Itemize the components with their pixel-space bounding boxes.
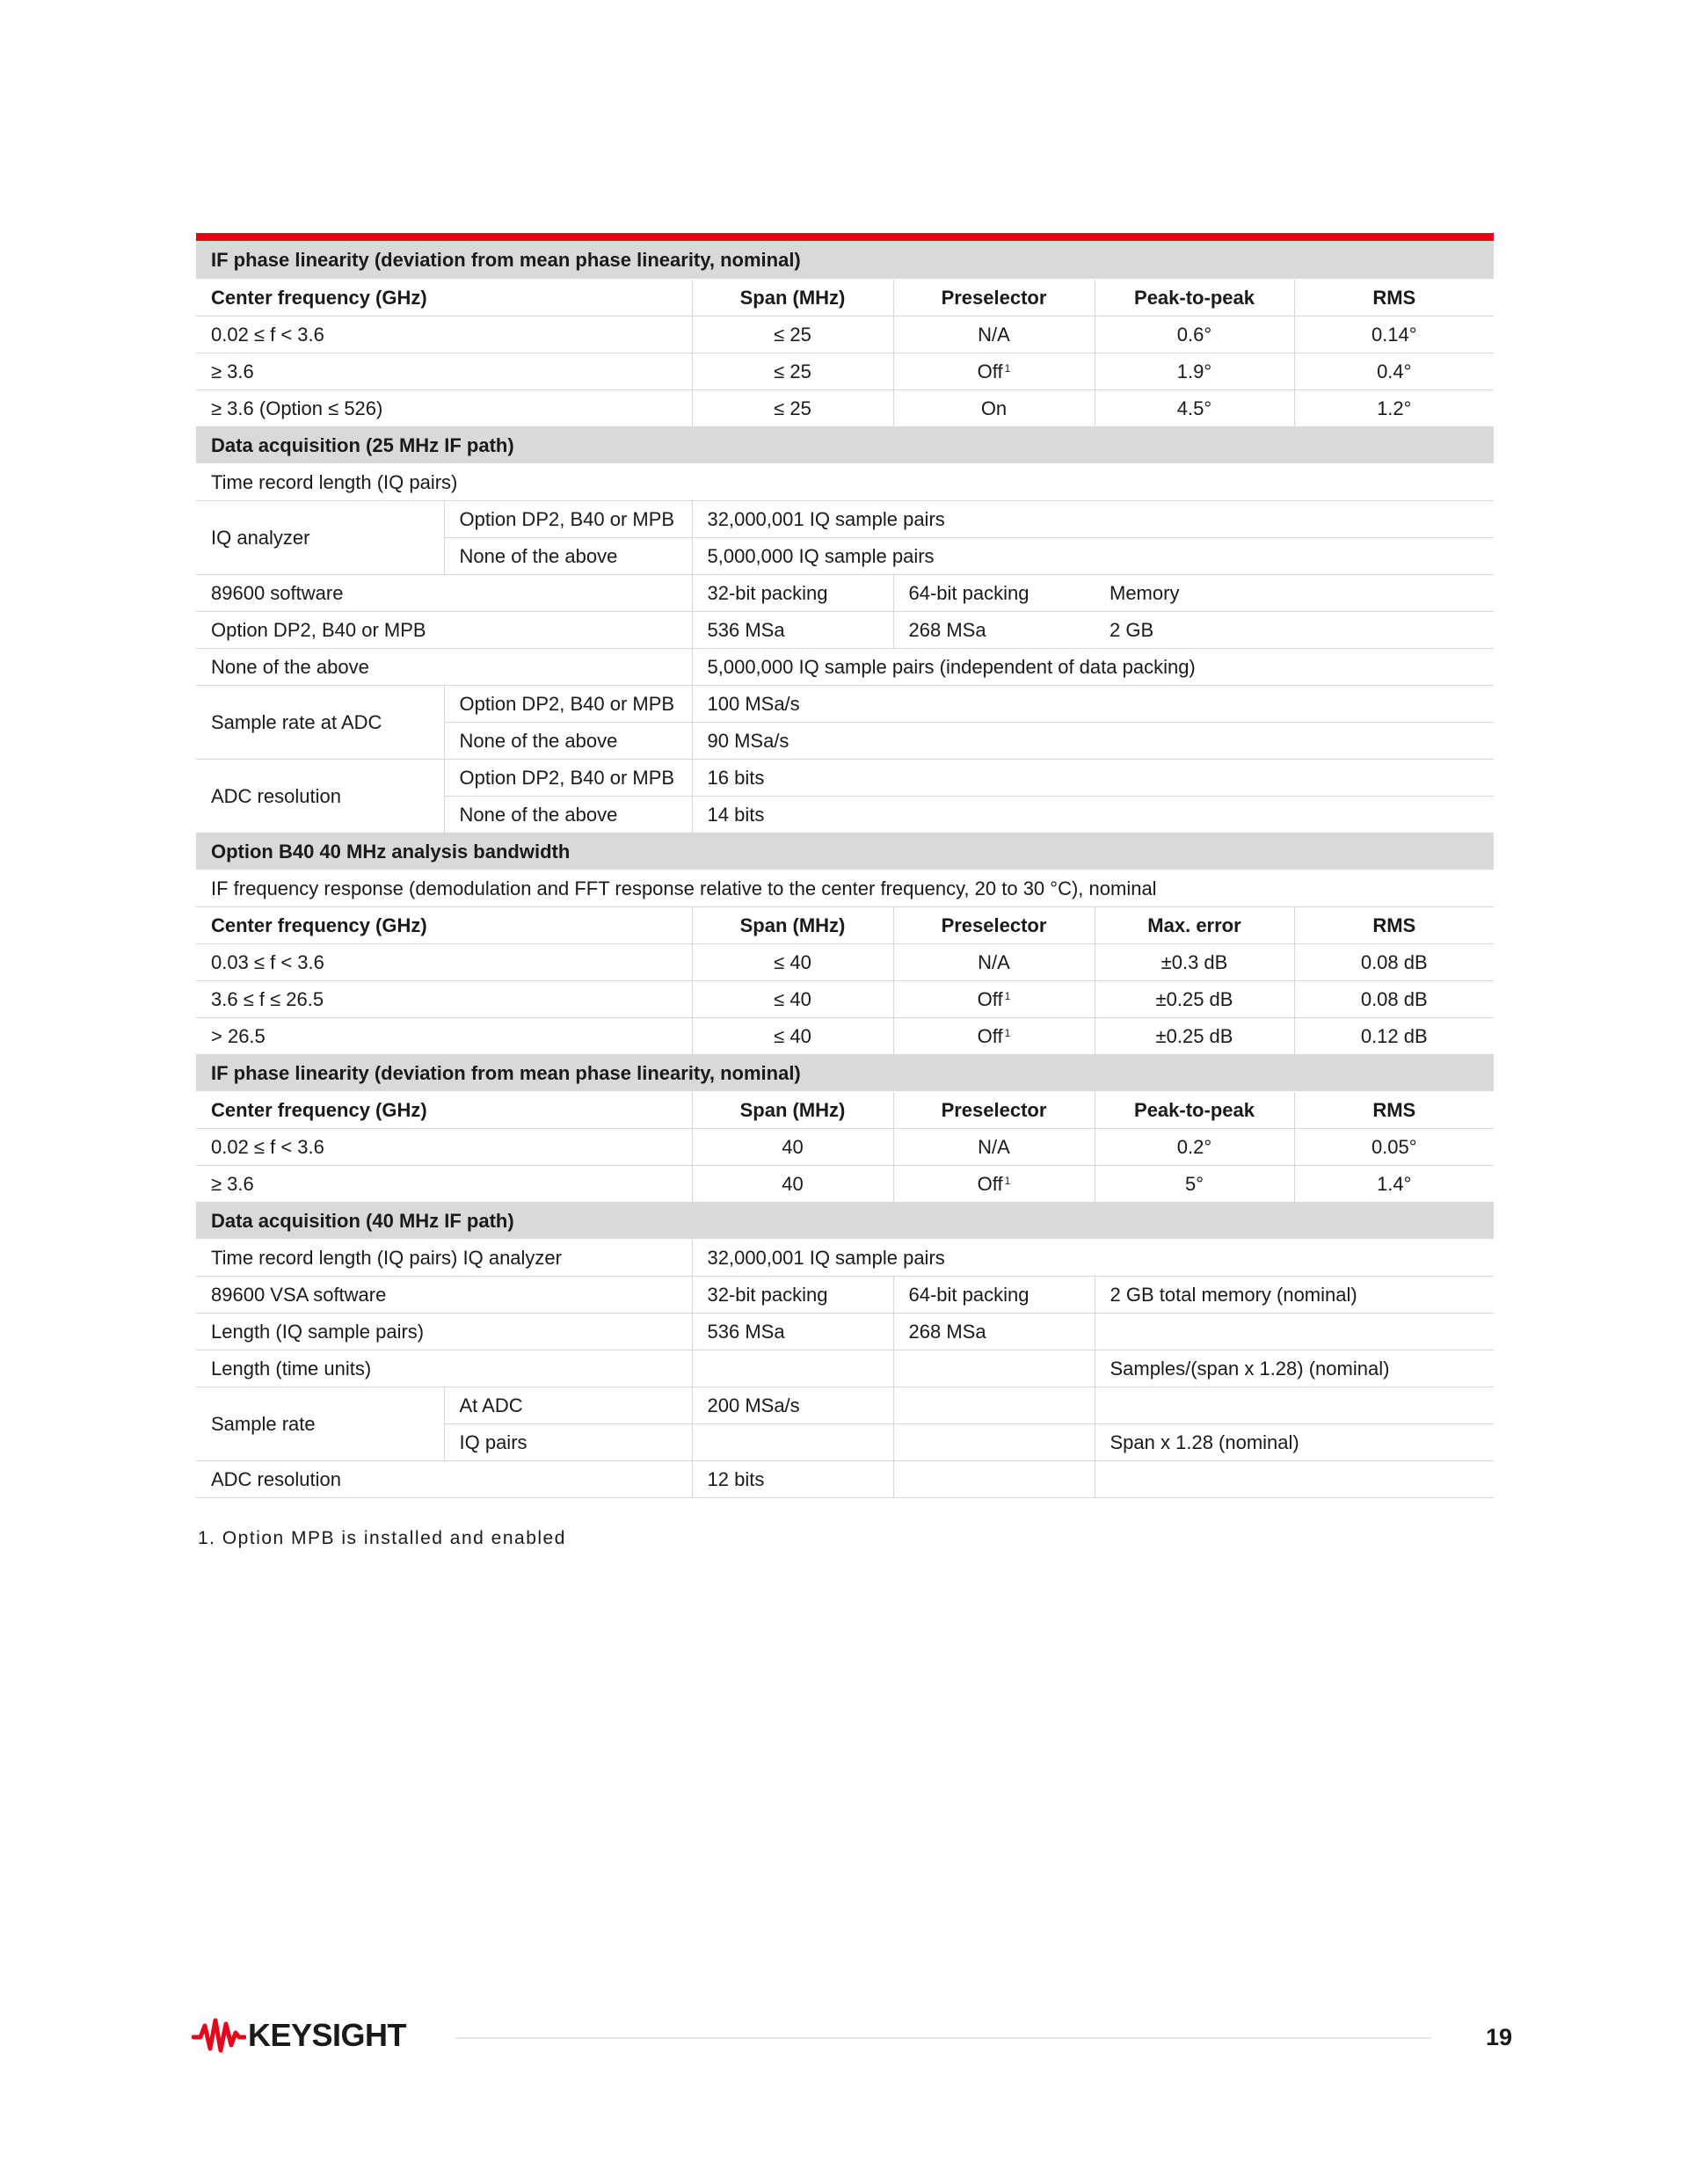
cell-rms: 1.4° xyxy=(1294,1166,1494,1203)
section-title: Data acquisition (25 MHz IF path) xyxy=(196,427,1494,464)
table-row xyxy=(196,353,1494,390)
cell-label: Sample rate at ADC xyxy=(196,686,444,760)
cell-option: At ADC xyxy=(444,1387,692,1424)
table-header-row xyxy=(196,280,1494,317)
cell-frequency: ≥ 3.6 (Option ≤ 526) xyxy=(196,390,692,427)
brand-wordmark: KEYSIGHT xyxy=(248,2017,407,2053)
cell-value: 12 bits xyxy=(692,1461,893,1498)
footer-divider xyxy=(455,2037,1431,2039)
page-number: 19 xyxy=(1485,2024,1512,2050)
cell-span: ≤ 40 xyxy=(692,1018,893,1055)
cell-peak: 5° xyxy=(1095,1166,1294,1203)
table-row xyxy=(196,1240,1494,1277)
cell-preselector: N/A xyxy=(893,1129,1095,1166)
top-accent-bar xyxy=(196,233,1494,241)
cell-rms: 0.12 dB xyxy=(1294,1018,1494,1055)
spec-table xyxy=(196,241,1494,1498)
col-span: Span (MHz) xyxy=(692,280,893,317)
table-row xyxy=(196,760,1494,797)
cell-label: Sample rate xyxy=(196,1387,444,1461)
preselector-value: Off xyxy=(977,1172,1003,1195)
table-row xyxy=(196,612,1494,649)
cell-span: 40 xyxy=(692,1166,893,1203)
cell-value: 100 MSa/s xyxy=(692,686,1494,723)
table-row xyxy=(196,317,1494,353)
col-span: Span (MHz) xyxy=(692,1092,893,1129)
cell-value: 5,000,000 IQ sample pairs xyxy=(692,538,1494,575)
cell-span: ≤ 25 xyxy=(692,353,893,390)
cell-value: 5,000,000 IQ sample pairs (independent of data packing) xyxy=(692,649,1494,686)
cell-label: ADC resolution xyxy=(196,1461,692,1498)
cell-value: 536 MSa xyxy=(692,612,893,649)
cell-empty xyxy=(893,1461,1095,1498)
cell-value: Memory xyxy=(1095,575,1494,612)
col-rms: RMS xyxy=(1294,1092,1494,1129)
cell-frequency: 0.03 ≤ f < 3.6 xyxy=(196,944,692,981)
cell-option: None of the above xyxy=(444,538,692,575)
col-span: Span (MHz) xyxy=(692,907,893,944)
cell-frequency: 0.02 ≤ f < 3.6 xyxy=(196,317,692,353)
keysight-wave-icon xyxy=(192,2013,246,2057)
table-row xyxy=(196,390,1494,427)
section-data-acq-40 xyxy=(196,1203,1494,1240)
cell-rms: 0.08 dB xyxy=(1294,981,1494,1018)
cell-value: 32-bit packing xyxy=(692,575,893,612)
cell-frequency: ≥ 3.6 xyxy=(196,353,692,390)
cell-value: 2 GB total memory (nominal) xyxy=(1095,1277,1494,1314)
table-header-row xyxy=(196,907,1494,944)
cell-value: 64-bit packing xyxy=(893,575,1095,612)
cell-empty xyxy=(893,1350,1095,1387)
col-preselector: Preselector xyxy=(893,1092,1095,1129)
cell-empty xyxy=(1095,1461,1494,1498)
cell-empty xyxy=(692,1424,893,1461)
table-row xyxy=(196,944,1494,981)
preselector-value: Off xyxy=(977,1024,1003,1047)
table-row xyxy=(196,1166,1494,1203)
col-center-frequency: Center frequency (GHz) xyxy=(196,907,692,944)
cell-label: 89600 VSA software xyxy=(196,1277,692,1314)
cell-empty xyxy=(1095,1387,1494,1424)
cell-peak: 4.5° xyxy=(1095,390,1294,427)
cell-rms: 0.4° xyxy=(1294,353,1494,390)
table-row xyxy=(196,981,1494,1018)
cell-preselector xyxy=(893,1166,1095,1203)
cell-label: IQ analyzer xyxy=(196,501,444,575)
cell-frequency: > 26.5 xyxy=(196,1018,692,1055)
table-row xyxy=(196,1350,1494,1387)
table-row xyxy=(196,575,1494,612)
keysight-logo xyxy=(192,2013,406,2057)
cell-frequency: 0.02 ≤ f < 3.6 xyxy=(196,1129,692,1166)
table-row xyxy=(196,1387,1494,1424)
preselector-value: Off xyxy=(977,360,1003,382)
cell-span: ≤ 40 xyxy=(692,981,893,1018)
cell-span: ≤ 25 xyxy=(692,390,893,427)
cell-frequency: ≥ 3.6 xyxy=(196,1166,692,1203)
cell-value: 268 MSa xyxy=(893,612,1095,649)
cell-empty xyxy=(692,1350,893,1387)
cell-value: 64-bit packing xyxy=(893,1277,1095,1314)
cell-preselector: N/A xyxy=(893,944,1095,981)
cell-label: 89600 software xyxy=(196,575,692,612)
cell-value: 2 GB xyxy=(1095,612,1494,649)
table-row xyxy=(196,1314,1494,1350)
footnote-marker: 1 xyxy=(1004,1026,1011,1039)
table-row xyxy=(196,1129,1494,1166)
col-preselector: Preselector xyxy=(893,907,1095,944)
cell-preselector xyxy=(893,1018,1095,1055)
section-if-phase-40 xyxy=(196,1055,1494,1092)
table-row xyxy=(196,501,1494,538)
cell-value: 16 bits xyxy=(692,760,1494,797)
cell-label: Option DP2, B40 or MPB xyxy=(196,612,692,649)
cell-rms: 1.2° xyxy=(1294,390,1494,427)
table-row xyxy=(196,1018,1494,1055)
cell-option: Option DP2, B40 or MPB xyxy=(444,501,692,538)
cell-span: 40 xyxy=(692,1129,893,1166)
cell-rms: 0.05° xyxy=(1294,1129,1494,1166)
cell-label: Length (time units) xyxy=(196,1350,692,1387)
col-center-frequency: Center frequency (GHz) xyxy=(196,280,692,317)
cell-option: Option DP2, B40 or MPB xyxy=(444,686,692,723)
cell-label: ADC resolution xyxy=(196,760,444,834)
section-b40 xyxy=(196,834,1494,870)
section-title: IF phase linearity (deviation from mean phase linearity, nominal) xyxy=(196,241,1494,280)
table-row xyxy=(196,464,1494,501)
col-preselector: Preselector xyxy=(893,280,1095,317)
cell-value: 32-bit packing xyxy=(692,1277,893,1314)
cell-label: Time record length (IQ pairs) xyxy=(196,464,1494,501)
col-rms: RMS xyxy=(1294,280,1494,317)
cell-max-error: ±0.3 dB xyxy=(1095,944,1294,981)
cell-empty xyxy=(893,1387,1095,1424)
cell-option: Option DP2, B40 or MPB xyxy=(444,760,692,797)
cell-option: None of the above xyxy=(444,797,692,834)
cell-value: 32,000,001 IQ sample pairs xyxy=(692,501,1494,538)
col-peak-to-peak: Peak-to-peak xyxy=(1095,1092,1294,1129)
footnote-marker: 1 xyxy=(1004,989,1011,1002)
cell-span: ≤ 40 xyxy=(692,944,893,981)
col-rms: RMS xyxy=(1294,907,1494,944)
section-title: Option B40 40 MHz analysis bandwidth xyxy=(196,834,1494,870)
cell-empty xyxy=(1095,1314,1494,1350)
cell-preselector xyxy=(893,353,1095,390)
cell-value: 14 bits xyxy=(692,797,1494,834)
cell-value: 200 MSa/s xyxy=(692,1387,893,1424)
col-max-error: Max. error xyxy=(1095,907,1294,944)
section-title: IF phase linearity (deviation from mean phase linearity, nominal) xyxy=(196,1055,1494,1092)
table-header-row xyxy=(196,1092,1494,1129)
cell-span: ≤ 25 xyxy=(692,317,893,353)
table-row xyxy=(196,686,1494,723)
cell-value: Samples/(span x 1.28) (nominal) xyxy=(1095,1350,1494,1387)
footnote-marker: 1 xyxy=(1004,361,1011,375)
cell-option: IQ pairs xyxy=(444,1424,692,1461)
cell-value: 268 MSa xyxy=(893,1314,1095,1350)
cell-preselector xyxy=(893,981,1095,1018)
table-row xyxy=(196,1277,1494,1314)
cell-option: None of the above xyxy=(444,723,692,760)
cell-value: 536 MSa xyxy=(692,1314,893,1350)
cell-value: 90 MSa/s xyxy=(692,723,1494,760)
section-title: Data acquisition (40 MHz IF path) xyxy=(196,1203,1494,1240)
cell-preselector: N/A xyxy=(893,317,1095,353)
cell-value: Span x 1.28 (nominal) xyxy=(1095,1424,1494,1461)
cell-label: Length (IQ sample pairs) xyxy=(196,1314,692,1350)
col-peak-to-peak: Peak-to-peak xyxy=(1095,280,1294,317)
cell-peak: 0.6° xyxy=(1095,317,1294,353)
table-row xyxy=(196,649,1494,686)
cell-preselector: On xyxy=(893,390,1095,427)
cell-rms: 0.08 dB xyxy=(1294,944,1494,981)
cell-empty xyxy=(893,1424,1095,1461)
footnote-marker: 1 xyxy=(1004,1174,1011,1187)
section-subtitle: IF frequency response (demodulation and FFT response relative to the center frequency, 20 to 30 °C), nominal xyxy=(196,870,1494,907)
table-row xyxy=(196,870,1494,907)
cell-peak: 1.9° xyxy=(1095,353,1294,390)
cell-value: 32,000,001 IQ sample pairs xyxy=(692,1240,1494,1277)
cell-rms: 0.14° xyxy=(1294,317,1494,353)
section-if-phase-25 xyxy=(196,241,1494,280)
preselector-value: Off xyxy=(977,987,1003,1010)
cell-label: Time record length (IQ pairs) IQ analyzer xyxy=(196,1240,692,1277)
table-row xyxy=(196,1461,1494,1498)
cell-frequency: 3.6 ≤ f ≤ 26.5 xyxy=(196,981,692,1018)
footnote: 1. Option MPB is installed and enabled xyxy=(198,1528,566,1548)
cell-label: None of the above xyxy=(196,649,692,686)
col-center-frequency: Center frequency (GHz) xyxy=(196,1092,692,1129)
cell-peak: 0.2° xyxy=(1095,1129,1294,1166)
section-data-acq-25 xyxy=(196,427,1494,464)
cell-max-error: ±0.25 dB xyxy=(1095,981,1294,1018)
cell-max-error: ±0.25 dB xyxy=(1095,1018,1294,1055)
